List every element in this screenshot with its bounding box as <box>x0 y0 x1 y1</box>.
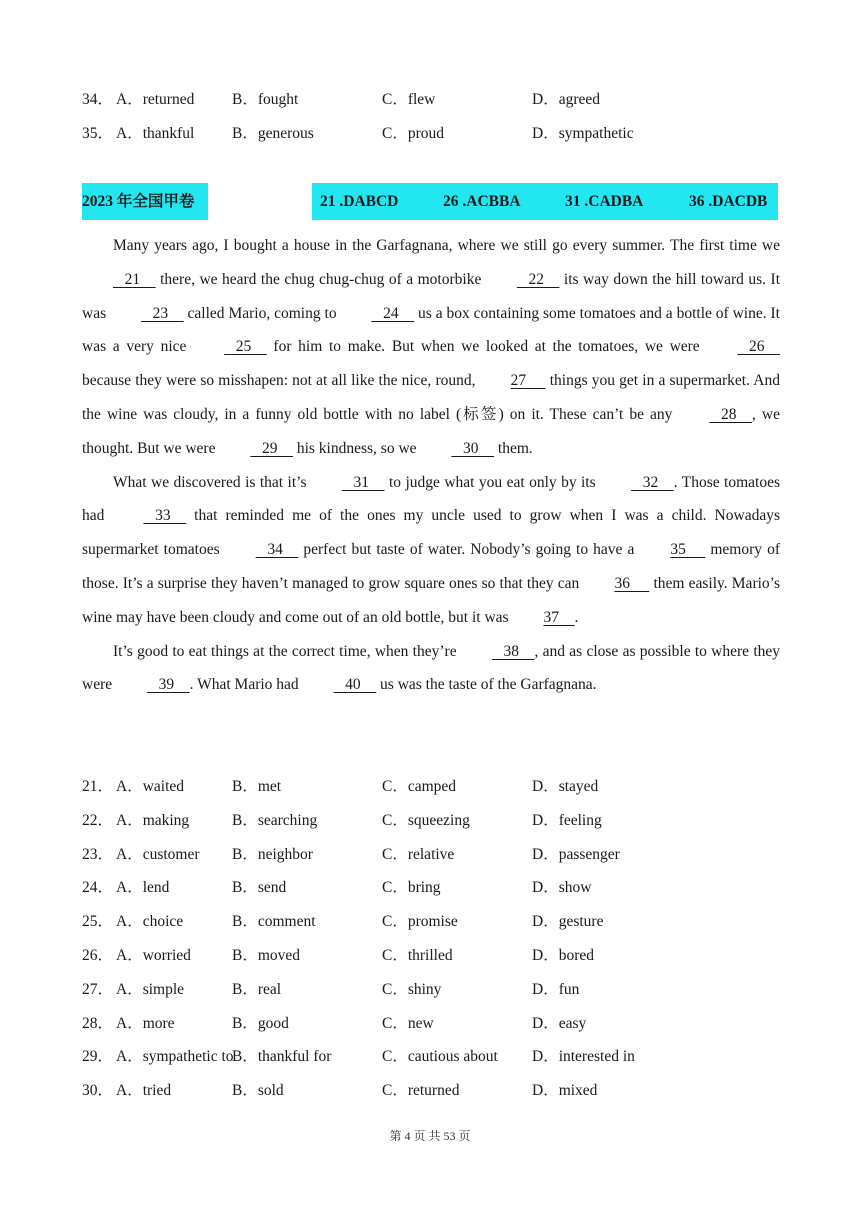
option-d: D．mixed <box>532 1082 598 1100</box>
option-b: B．thankful for <box>232 1048 332 1066</box>
answer-blank: 24 <box>371 304 415 322</box>
question-number: 35． <box>82 125 114 142</box>
passage-text: , and as close as possible to where they were <box>82 642 781 694</box>
passage-text: perfect but taste of water. Nobody’s going to have a <box>298 541 640 559</box>
answer-blank: 28 <box>709 405 753 423</box>
passage-text: things you get in a supermarket. And the wine was cloudy, in a funny old bottle with no label (标签) on it. These can’t be any <box>82 372 780 423</box>
answer-group: 21 .DABCD <box>320 193 399 210</box>
question-number: 24． <box>82 879 114 897</box>
question-number: 25． <box>82 913 114 931</box>
option-b: B．sold <box>232 1082 284 1100</box>
passage-text: . <box>574 608 579 626</box>
option-a: A．waited <box>116 778 185 795</box>
option-b: B．send <box>232 879 287 897</box>
answer-blank: 21 <box>113 270 156 288</box>
passage-text: Many years ago, I bought a house in the Garfagnana, where we still go every summer. The first time we <box>113 237 780 254</box>
question-number: 23． <box>82 845 114 863</box>
option-d: D．interested in <box>532 1048 635 1066</box>
option-a: A．lend <box>116 879 170 897</box>
passage-text: his kindness, so we <box>292 439 421 457</box>
answer-blank: 38 <box>491 642 535 660</box>
option-c: C．cautious about <box>382 1048 498 1066</box>
answer-blank: 29 <box>250 439 293 457</box>
answer-blank: 37 <box>543 608 575 626</box>
question-number: 29． <box>82 1048 114 1066</box>
option-c: C．new <box>382 1014 434 1032</box>
option-b: B．good <box>232 1014 289 1032</box>
answer-blank: 34 <box>255 541 299 559</box>
option-b: B．searching <box>232 811 318 829</box>
option-c: C．camped <box>382 778 457 795</box>
answer-blank: 40 <box>333 676 377 694</box>
option-d: D．easy <box>532 1014 587 1032</box>
paragraph <box>82 635 780 703</box>
answer-blank: 32 <box>631 473 674 491</box>
option-c: C．thrilled <box>382 947 453 964</box>
passage-text: It’s good to eat things at the correct time, when they’re <box>113 642 461 660</box>
option-d: D．sympathetic <box>532 125 634 142</box>
answer-group: 36 .DACDB <box>689 193 768 210</box>
option-d: D．passenger <box>532 845 620 863</box>
option-c: C．shiny <box>382 980 442 998</box>
passage-text: there, we heard the chug chug-chug of a motorbike <box>155 270 486 288</box>
cloze-passage <box>82 229 780 702</box>
answer-blank: 30 <box>451 439 495 457</box>
passage-text: called Mario, coming to <box>183 304 341 322</box>
answer-group: 26 .ACBBA <box>443 193 521 210</box>
passage-text: , we thought. But we were <box>82 405 780 457</box>
option-a: A．simple <box>116 980 185 998</box>
option-c: C．proud <box>382 125 445 142</box>
option-a: A．sympathetic to <box>116 1048 234 1066</box>
answer-blank: 36 <box>614 574 650 592</box>
option-c: C．relative <box>382 845 455 863</box>
option-c: C．promise <box>382 913 458 931</box>
option-d: D．agreed <box>532 91 600 108</box>
option-a: A．choice <box>116 913 184 931</box>
passage-text: us was the taste of the Garfagnana. <box>376 676 597 694</box>
answer-blank: 39 <box>147 676 190 694</box>
option-d: D．bored <box>532 947 594 964</box>
option-d: D．stayed <box>532 778 599 795</box>
option-c: C．squeezing <box>382 811 470 829</box>
question-number: 28． <box>82 1014 114 1032</box>
option-b: B．moved <box>232 947 301 964</box>
question-number: 26． <box>82 947 114 964</box>
option-a: A．tried <box>116 1082 172 1100</box>
question-number: 34． <box>82 91 114 108</box>
option-b: B．comment <box>232 913 316 931</box>
option-a: A．customer <box>116 845 200 863</box>
option-b: B．generous <box>232 125 314 142</box>
passage-text: them. <box>494 439 533 457</box>
answer-blank: 22 <box>516 270 560 288</box>
passage-text: . What Mario had <box>189 676 303 694</box>
passage-text: memory of those. It’s a surprise they haven’t managed to grow square ones so that they can <box>82 541 780 592</box>
passage-text: What we discovered is that it’s <box>113 473 311 491</box>
answer-blank: 35 <box>670 541 706 559</box>
passage-text: . Those tomatoes had <box>82 473 781 525</box>
passage-text: that reminded me of the ones my uncle used to grow when I was a child. Nowadays supermarket tomatoes <box>82 507 780 559</box>
section-title: 2023 年全国甲卷 <box>82 183 208 220</box>
option-c: C．returned <box>382 1082 460 1100</box>
option-a: A．thankful <box>116 125 195 142</box>
answer-blank: 27 <box>510 372 546 390</box>
passage-text: them easily. Mario’s wine may have been cloudy and come out of an old bottle, but it was <box>82 574 780 626</box>
answer-blank: 25 <box>224 338 267 356</box>
answer-key <box>312 183 778 220</box>
option-a: A．worried <box>116 947 191 964</box>
option-c: C．flew <box>382 91 436 108</box>
option-d: D．fun <box>532 980 580 998</box>
passage-text: to judge what you eat only by its <box>384 473 601 491</box>
option-a: A．returned <box>116 91 195 108</box>
passage-text: its way down the hill toward us. It was <box>82 270 780 322</box>
option-b: B．real <box>232 980 282 998</box>
passage-text: for him to make. But when we looked at the tomatoes, we were <box>266 338 707 356</box>
option-d: D．gesture <box>532 913 604 931</box>
answer-blank: 31 <box>341 473 385 491</box>
option-b: B．neighbor <box>232 845 313 863</box>
paragraph <box>82 466 780 635</box>
option-b: B．fought <box>232 91 299 108</box>
option-a: A．more <box>116 1014 175 1032</box>
paragraph <box>82 229 780 466</box>
answer-blank: 23 <box>141 304 184 322</box>
question-number: 30． <box>82 1082 114 1100</box>
passage-text: us a box containing some tomatoes and a bottle of wine. It was a very nice <box>82 304 780 356</box>
answer-blank: 33 <box>143 507 187 525</box>
answer-group: 31 .CADBA <box>565 193 644 210</box>
option-d: D．show <box>532 879 592 897</box>
question-number: 22． <box>82 811 114 829</box>
page-footer: 第 4 页 共 53 页 <box>389 1129 471 1143</box>
passage-text: because they were so misshapen: not at all like the nice, round, <box>82 372 480 390</box>
option-c: C．bring <box>382 879 441 897</box>
option-d: D．feeling <box>532 811 602 829</box>
question-number: 27． <box>82 980 114 998</box>
answer-blank: 26 <box>737 338 781 356</box>
question-number: 21． <box>82 778 114 795</box>
option-b: B．met <box>232 778 282 795</box>
option-a: A．making <box>116 811 190 829</box>
